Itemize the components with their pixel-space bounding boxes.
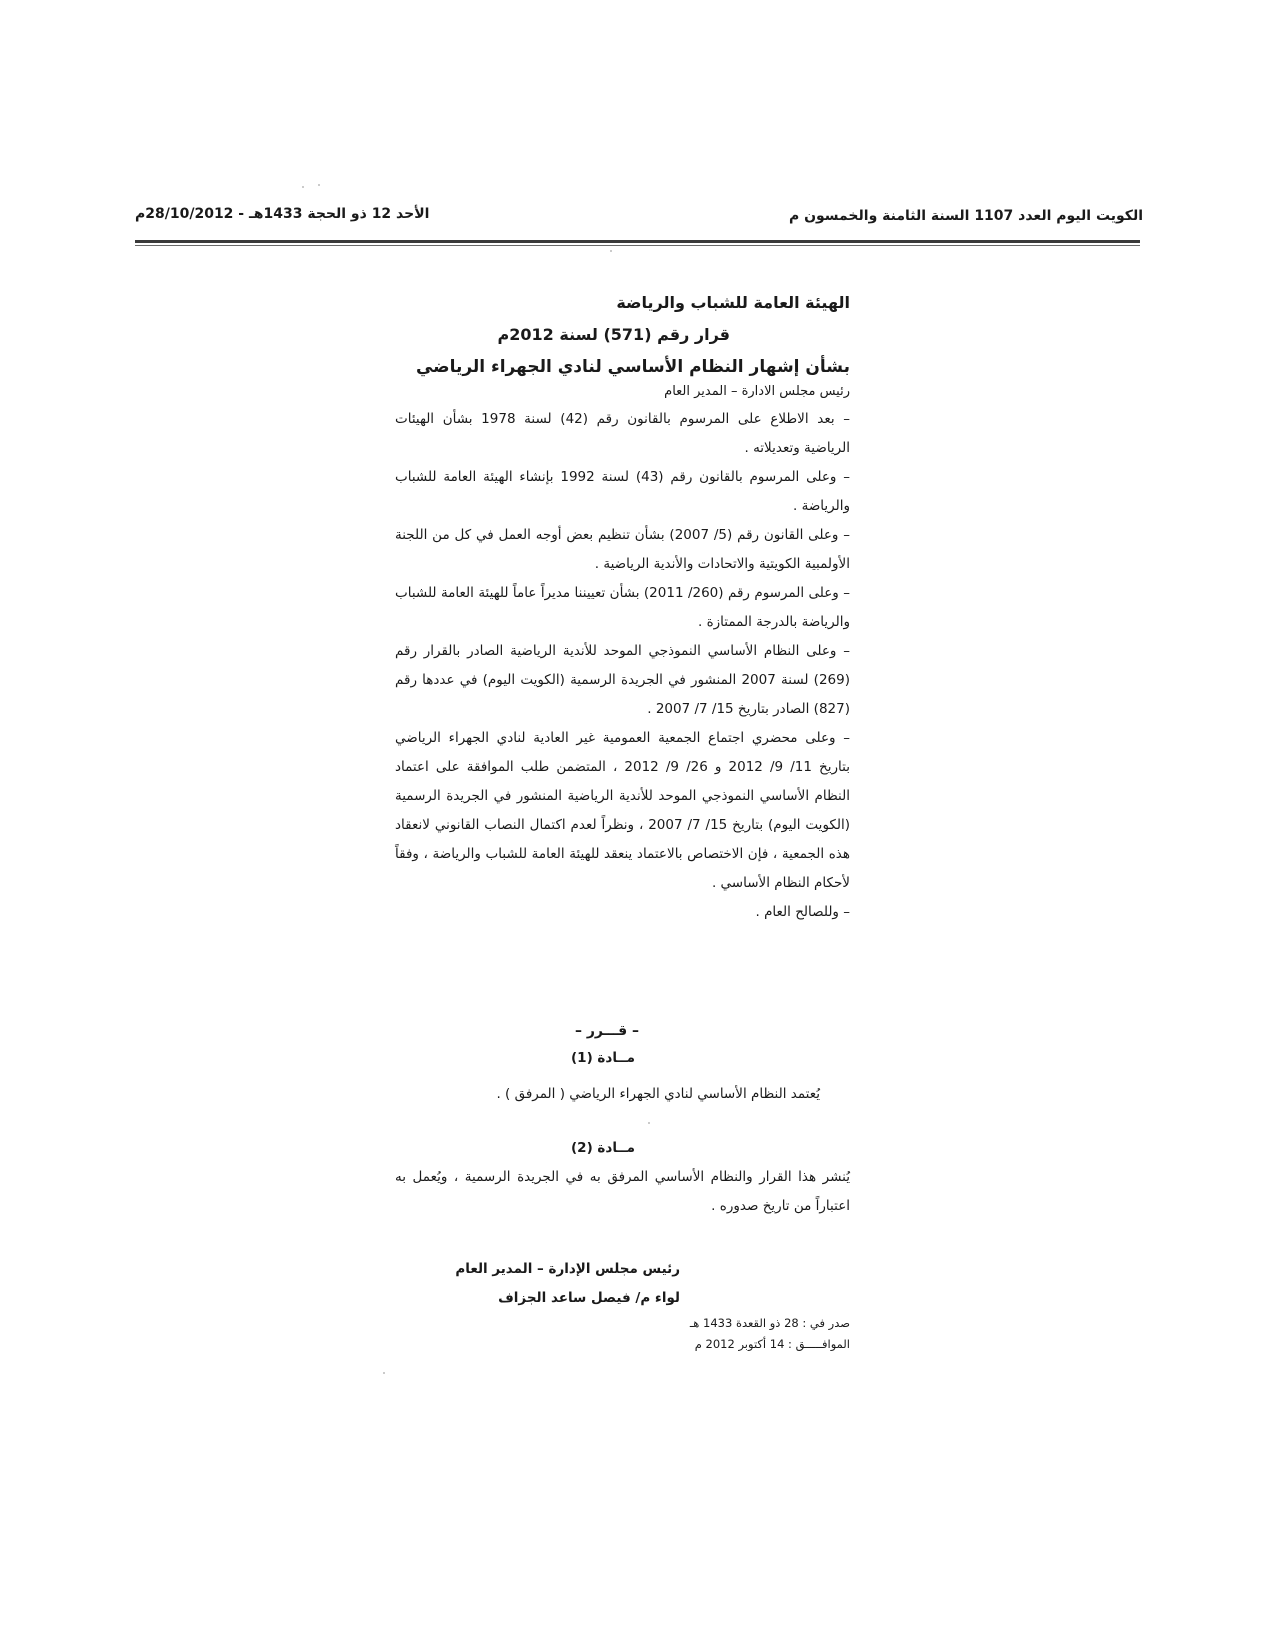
recital-item: – وعلى محضري اجتماع الجمعية العمومية غير العادية لنادي الجهراء الرياضي بتاريخ 11/ 9/ 2012 و 26/ 9/ 2012 ، المتضمن طلب الموافقة على اعتماد النظام الأساسي النموذجي الموحد للأندية الرياضية المنشور في الجريدة الرسمية (الكويت اليوم) بتاريخ 15/ 7/ 2007 ، ونظراً لعدم اكتمال النصاب القانوني لانعقاد هذه الجمعية ، فإن الاختصاص بالاعتماد ينعقد للهيئة العامة للشباب والرياضة ، وفقاً لأحكام النظام الأساسي . <box>395 730 850 891</box>
issue-date-hijri: صدر في : 28 ذو القعدة 1433 هـ <box>689 1316 850 1330</box>
issue-dates <box>690 1313 850 1355</box>
scan-speck <box>648 1122 650 1124</box>
decision-number: قرار رقم (571) لسنة 2012م <box>497 325 730 344</box>
scan-speck <box>302 186 304 188</box>
signatory-title: رئيس مجلس الإدارة – المدير العام <box>455 1261 680 1277</box>
recital-item: – بعد الاطلاع على المرسوم بالقانون رقم (42) لسنة 1978 بشأن الهيئات الرياضية وتعديلاته . <box>395 411 850 456</box>
recitals-list <box>395 405 850 927</box>
recital-item: – وعلى القانون رقم (5/ 2007) بشأن تنظيم بعض أوجه العمل في كل من اللجنة الأولمبية الكويتية والاتحادات والأندية الرياضية . <box>395 527 850 572</box>
recital-item: – وعلى المرسوم رقم (260/ 2011) بشأن تعييننا مديراً عاماً للهيئة العامة للشباب والرياضة بالدرجة الممتازة . <box>395 585 850 630</box>
article-1-title: مــادة (1) <box>570 1050 635 1066</box>
recital-item: – وعلى المرسوم بالقانون رقم (43) لسنة 1992 بإنشاء الهيئة العامة للشباب والرياضة . <box>395 469 850 514</box>
signature-block <box>455 1255 680 1313</box>
decided-heading: – قـــرر – <box>574 1023 639 1039</box>
decision-subject: بشأن إشهار النظام الأساسي لنادي الجهراء الرياضي <box>415 357 850 377</box>
scan-speck <box>610 250 612 252</box>
recital-item: – وللصالح العام . <box>755 904 850 920</box>
article-2-text: يُنشر هذا القرار والنظام الأساسي المرفق به في الجريدة الرسمية ، ويُعمل به اعتباراً من تاريخ صدوره . <box>395 1169 850 1214</box>
article-1-text: يُعتمد النظام الأساسي لنادي الجهراء الرياضي ( المرفق ) . <box>496 1086 820 1102</box>
gazette-issue-info: الكويت اليوم العدد 1107 السنة الثامنة والخمسون م <box>788 208 1143 224</box>
article-2-title: مــادة (2) <box>570 1140 635 1156</box>
signatory-name: لواء م/ فيصل ساعد الجزاف <box>498 1290 680 1306</box>
issuer-title: رئيس مجلس الادارة – المدير العام <box>664 384 850 399</box>
gazette-date: الأحد 12 ذو الحجة 1433هـ - 28/10/2012م <box>135 206 430 222</box>
issue-date-gregorian: الموافـــــق : 14 أكتوبر 2012 م <box>694 1337 850 1351</box>
header-divider-thin <box>135 245 1140 246</box>
scan-speck <box>383 1372 385 1374</box>
gazette-header <box>135 206 1143 232</box>
organization-name: الهيئة العامة للشباب والرياضة <box>616 293 850 312</box>
recital-item: – وعلى النظام الأساسي النموذجي الموحد للأندية الرياضية الصادر بالقرار رقم (269) لسنة 2007 المنشور في الجريدة الرسمية (الكويت اليوم) في عددها رقم (827) الصادر بتاريخ 15/ 7/ 2007 . <box>395 643 850 717</box>
header-divider <box>135 240 1140 243</box>
scan-speck <box>318 184 320 186</box>
